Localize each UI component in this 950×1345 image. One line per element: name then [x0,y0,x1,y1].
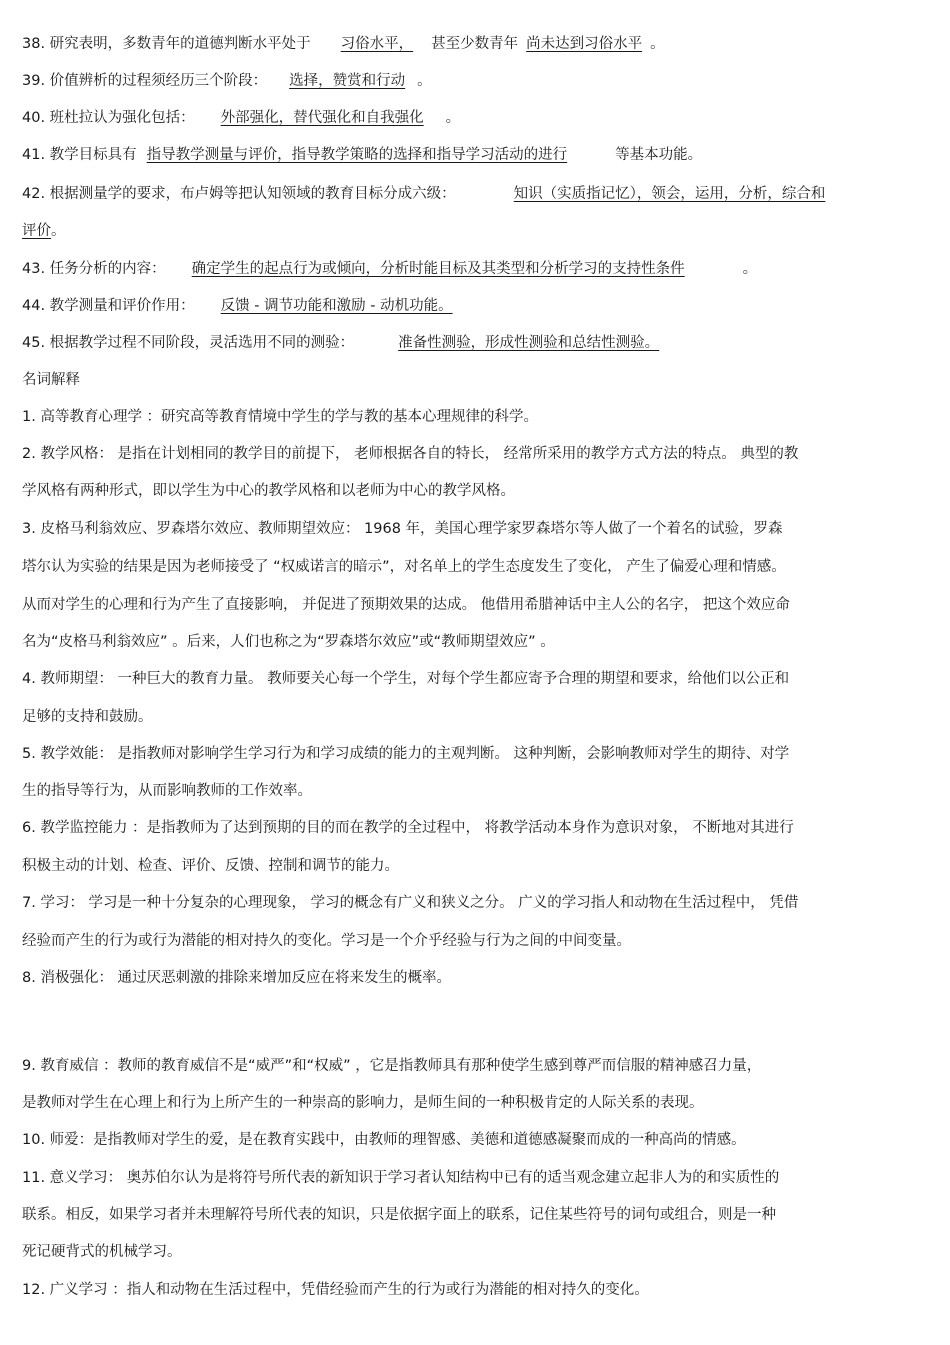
question-text: 44. 教学测量和评价作用： [22,298,195,314]
fill-in-item-39 [22,72,432,90]
answer-blank: 外部强化，替代强化和自我强化 [220,110,424,126]
question-text: 43. 任务分析的内容： [22,261,166,277]
term-5-line-2: 生的指导等行为，从而影响教师的工作效率。 [22,783,312,799]
answer-blank: 知识（实质指记忆），领会，运用，分析，综合和 [513,186,826,202]
answer-blank: 确定学生的起点行为或倾向，分析时能目标及其类型和分析学习的支持性条件 [191,261,685,277]
fill-in-item-44 [22,297,453,315]
fill-in-item-41 [22,146,702,164]
term-2-line-2: 学风格有两种形式，即以学生为中心的教学风格和以老师为中心的教学风格。 [22,483,515,499]
question-text: 。 [650,36,665,52]
term-6-line-1: 6. 教学监控能力 ：是指教师为了达到预期的目的而在教学的全过程中， 将教学活动本身作为意识对象， 不断地对其进行 [22,820,794,836]
question-text: 40. 班杜拉认为强化包括： [22,110,195,126]
term-6-line-2: 积极主动的计划、检查、评价、反馈、控制和调节的能力。 [22,858,399,874]
fill-in-item-38 [22,35,665,53]
term-3-line-1: 3. 皮格马利翁效应、罗森塔尔效应、教师期望效应： 1968 年，美国心理学家罗森塔尔等人做了一个着名的试验，罗森 [22,521,783,537]
section-title: 名词解释 [22,372,80,388]
question-text: 45. 根据教学过程不同阶段，灵活选用不同的测验： [22,335,355,351]
fill-in-item-43 [22,260,757,278]
answer-blank: 尚未达到习俗水平 [526,36,643,52]
term-10-line-1: 10. 师爱：是指教师对学生的爱，是在教育实践中，由教师的理智感、美德和道德感凝聚而成的一种高尚的情感。 [22,1132,746,1148]
fill-in-item-42-cont [22,222,66,240]
term-3-line-3: 从而对学生的心理和行为产生了直接影响， 并促进了预期效果的达成。 他借用希腊神话中主人公的名字， 把这个效应命 [22,597,790,613]
question-text: 等基本功能。 [615,147,703,163]
question-text: 38. 研究表明，多数青年的道德判断水平处于 [22,36,311,52]
term-3-line-2: 塔尔认为实验的结果是因为老师接受了 “权威诺言的暗示”，对名单上的学生态度发生了变化， 产生了偏爱心理和情感。 [22,559,786,575]
term-9-line-2: 是教师对学生在心理上和行为上所产生的一种崇高的影响力，是师生间的一种积极肯定的人际关系的表现。 [22,1095,704,1111]
question-text: 41. 教学目标具有 [22,147,137,163]
term-11-line-3: 死记硬背式的机械学习。 [22,1244,182,1260]
question-text: 甚至少数青年 [431,36,519,52]
question-text: 。 [51,223,66,239]
question-text: 39. 价值辨析的过程须经历三个阶段： [22,73,268,89]
answer-blank: 准备性测验，形成性测验和总结性测验。 [398,335,660,351]
term-11-line-2: 联系。相反，如果学习者并未理解符号所代表的知识，只是依据字面上的联系，记住某些符号的词句或组合，则是一种 [22,1207,776,1223]
fill-in-item-42 [22,185,833,203]
term-3-line-4: 名为“皮格马利翁效应” 。后来，人们也称之为“罗森塔尔效应”或“教师期望效应” 。 [22,634,555,650]
question-text: 。 [417,73,432,89]
answer-blank: 习俗水平， [340,36,414,52]
fill-in-item-40 [22,109,460,127]
term-9-line-1: 9. 教育威信 ：教师的教育威信不是“威严”和“权威” ，它是指教师具有那种使学生感到尊严而信服的精神感召力量， [22,1058,762,1074]
question-text: 。 [445,110,461,126]
term-7-line-2: 经验而产生的行为或行为潜能的相对持久的变化。学习是一个介乎经验与行为之间的中间变量。 [22,933,631,949]
answer-blank: 指导教学测量与评价，指导教学策略的选择和指导学习活动的进行 [146,147,568,163]
term-2-line-1: 2. 教学风格： 是指在计划相同的教学目的前提下， 老师根据各自的特长， 经常所采用的教学方式方法的特点。 典型的教 [22,446,799,462]
term-4-line-2: 足够的支持和鼓励。 [22,709,153,725]
answer-blank: 评价 [22,223,51,239]
term-1-line-1: 1. 高等教育心理学 ：研究高等教育情境中学生的学与教的基本心理规律的科学。 [22,409,539,425]
question-text: 。 [742,261,758,277]
fill-in-item-45 [22,334,671,352]
answer-blank: 选择，赞赏和行动 [289,73,406,89]
term-8-line-1: 8. 消极强化： 通过厌恶刺激的排除来增加反应在将来发生的概率。 [22,970,452,986]
term-5-line-1: 5. 教学效能： 是指教师对影响学生学习行为和学习成绩的能力的主观判断。 这种判断，会影响教师对学生的期待、对学 [22,746,790,762]
answer-blank: 反馈 - 调节功能和激励 - 动机功能。 [220,298,453,314]
term-11-line-1: 11. 意义学习： 奥苏伯尔认为是将符号所代表的新知识于学习者认知结构中已有的适当观念建立起非人为的和实质性的 [22,1170,780,1186]
term-7-line-1: 7. 学习： 学习是一种十分复杂的心理现象， 学习的概念有广义和狭义之分。 广义的学习指人和动物在生活过程中， 凭借 [22,895,799,911]
term-4-line-1: 4. 教师期望： 一种巨大的教育力量。 教师要关心每一个学生，对每个学生都应寄予合理的期望和要求，给他们以公正和 [22,671,790,687]
question-text: 42. 根据测量学的要求，布卢姆等把认知领域的教育目标分成六级： [22,186,456,202]
term-12-line-1: 12. 广义学习 ：指人和动物在生活过程中，凭借经验而产生的行为或行为潜能的相对持久的变化。 [22,1282,649,1298]
